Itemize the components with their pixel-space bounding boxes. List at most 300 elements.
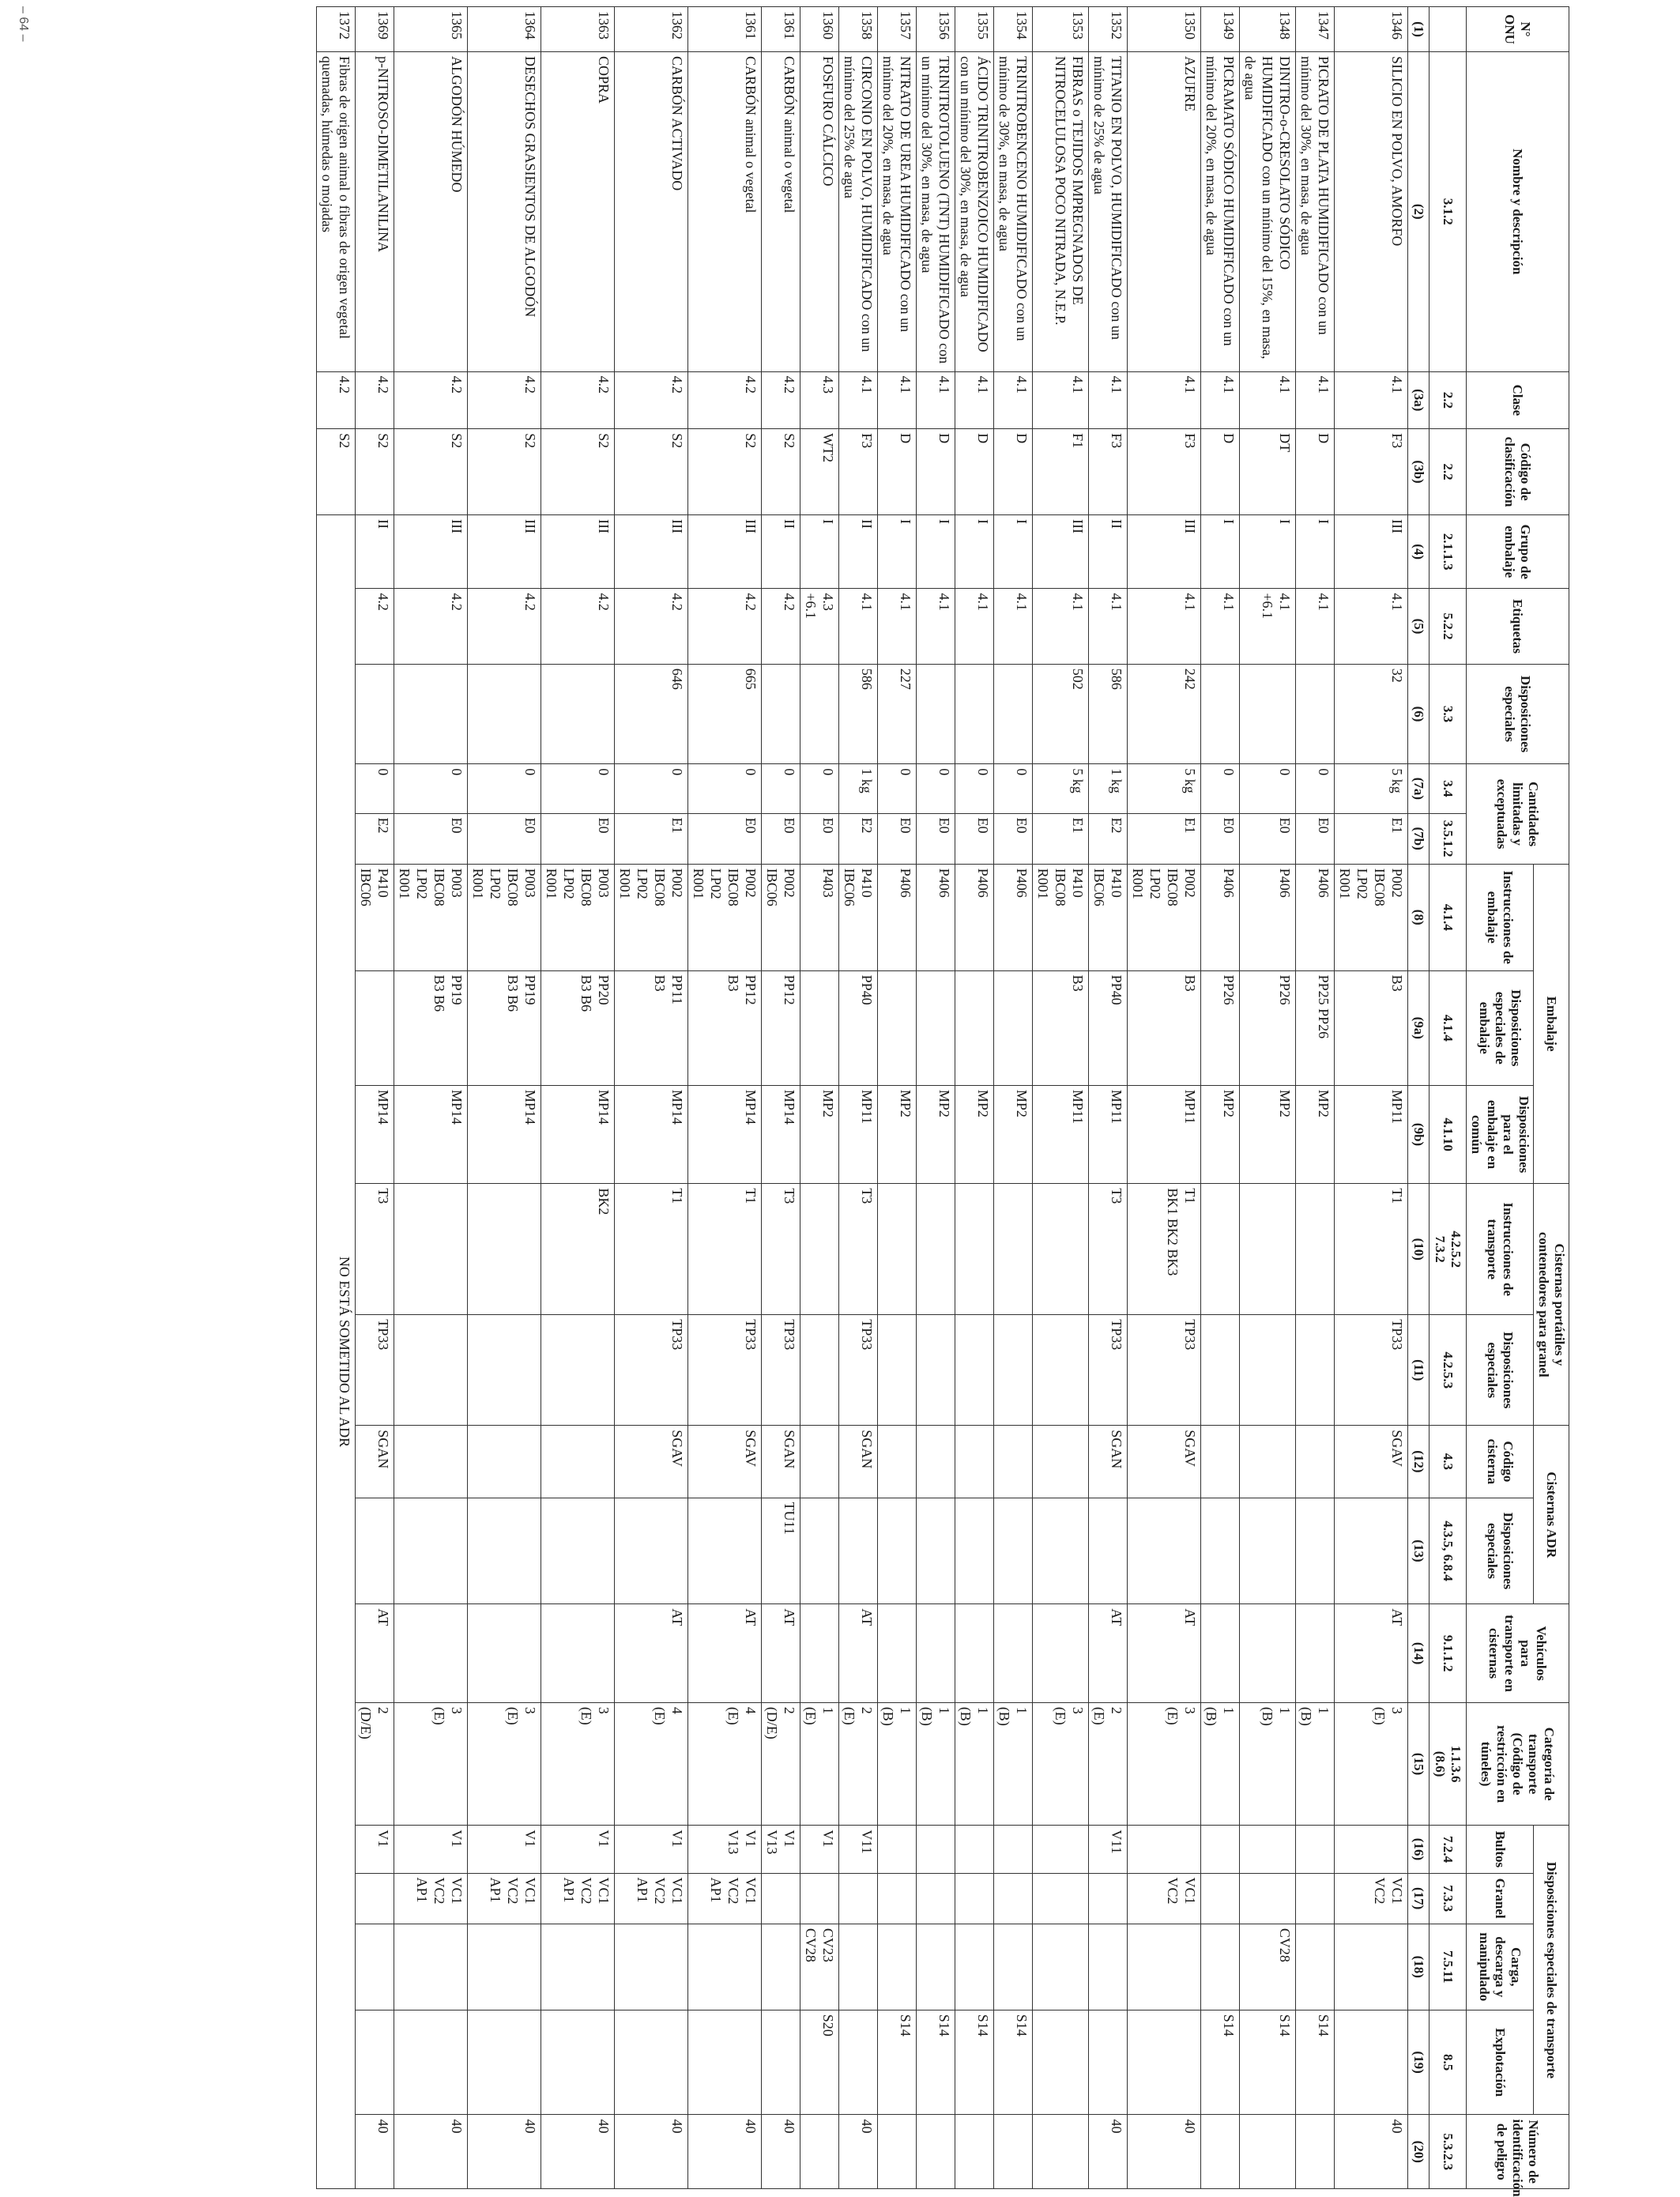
section-reference: 4.1.10 [1430,1085,1467,1183]
limited-quantity-cell: 0 [1296,764,1335,813]
column-group-header: Cisternas ADR [1534,1426,1569,1604]
portable-tank-instructions-cell [1201,1184,1240,1315]
operation-cell [1089,2010,1128,2115]
transport-category-cell: 1 (E) [800,1702,839,1826]
header-row-references [1430,7,1467,2189]
column-number: (9a) [1408,970,1430,1085]
tank-code-cell: SGAV [1128,1426,1201,1498]
tank-code-cell: SGAN [356,1426,394,1498]
classification-code-cell: D [1201,429,1240,515]
tank-vehicle-cell [1201,1604,1240,1702]
mixed-packing-provisions-cell: MP11 [1033,1085,1089,1183]
packing-instructions-cell: P406 [955,864,994,970]
substance-name-cell: SILICIO EN POLVO, AMORFO [1335,52,1408,371]
table-row [839,7,878,2189]
section-reference: 4.3.5, 6.8.4 [1430,1498,1467,1604]
column-subheader: Código cisterna [1467,1426,1534,1498]
tank-code-cell [994,1426,1033,1498]
labels-cell: 4.2 [356,589,394,664]
special-provisions-cell [800,664,839,764]
tank-provisions-cell [688,1498,762,1604]
portable-tank-instructions-cell [468,1184,541,1315]
limited-quantity-cell: 0 [468,764,541,813]
class-cell: 4.1 [1296,371,1335,429]
not-subject-note: NO ESTÁ SOMETIDO AL ADR [317,515,356,2189]
portable-tank-provisions-cell [1296,1315,1335,1426]
excepted-quantity-cell: E0 [541,813,615,864]
operation-cell [394,2010,468,2115]
carriage-bulk-cell [1296,1873,1335,1924]
class-cell: 4.1 [994,371,1033,429]
operation-cell: S14 [1240,2010,1296,2115]
column-subheader: Disposiciones especiales [1467,1315,1534,1426]
table-row [1089,7,1128,2189]
packing-instructions-cell: P406 [1296,864,1335,970]
hazard-id-number-cell: 40 [468,2115,541,2189]
limited-quantity-cell: 0 [878,764,917,813]
portable-tank-instructions-cell [955,1184,994,1315]
substance-name-cell: NITRATO DE UREA HUMIDIFICADO con un mínimo del 20%, en masa, de agua [878,52,917,371]
operation-cell: S14 [955,2010,994,2115]
loading-unloading-cell [1033,1924,1089,2010]
hazard-id-number-cell: 40 [688,2115,762,2189]
column-number: (18) [1408,1924,1430,2010]
substance-name-cell: ÁCIDO TRINITROBENZOICO HUMIDIFICADO con un mínimo del 30%, en masa, de agua [955,52,994,371]
portable-tank-instructions-cell: T3 [356,1184,394,1315]
mixed-packing-provisions-cell: MP11 [1335,1085,1408,1183]
operation-cell [468,2010,541,2115]
hazard-id-number-cell: 40 [541,2115,615,2189]
class-cell: 4.2 [468,371,541,429]
section-reference: 3.4 [1430,764,1467,813]
mixed-packing-provisions-cell: MP11 [1128,1085,1201,1183]
mixed-packing-provisions-cell: MP2 [800,1085,839,1183]
transport-category-cell: 2 (D/E) [356,1702,394,1826]
packing-group-cell: I [1240,515,1296,589]
limited-quantity-cell: 5 kg [1033,764,1089,813]
tank-vehicle-cell [878,1604,917,1702]
carriage-bulk-cell [839,1873,878,1924]
carriage-packages-cell [1240,1826,1296,1873]
carriage-bulk-cell [917,1873,955,1924]
table-row [1128,7,1201,2189]
limited-quantity-cell: 0 [394,764,468,813]
substance-name-cell: CIRCONIO EN POLVO, HUMIDIFICADO con un mínimo del 25% de agua [839,52,878,371]
packing-group-cell: II [839,515,878,589]
table-row [1033,7,1089,2189]
labels-cell: 4.1 [994,589,1033,664]
tank-code-cell: SGAN [1089,1426,1128,1498]
substance-name-cell: CARBÓN animal o vegetal [762,52,800,371]
special-packing-provisions-cell: B3 [1033,970,1089,1085]
special-provisions-cell [356,664,394,764]
packing-group-cell: III [394,515,468,589]
column-number: (8) [1408,864,1430,970]
carriage-packages-cell [917,1826,955,1873]
carriage-packages-cell [1033,1826,1089,1873]
tank-vehicle-cell [917,1604,955,1702]
portable-tank-provisions-cell: TP33 [688,1315,762,1426]
portable-tank-instructions-cell: T1 BK1 BK2 BK3 [1128,1184,1201,1315]
class-cell: 4.2 [762,371,800,429]
carriage-packages-cell: V1 [468,1826,541,1873]
hazard-id-number-cell [1296,2115,1335,2189]
labels-cell: 4.1 [1033,589,1089,664]
tank-vehicle-cell [955,1604,994,1702]
special-packing-provisions-cell [955,970,994,1085]
excepted-quantity-cell: E2 [356,813,394,864]
special-packing-provisions-cell: PP19 B3 B6 [394,970,468,1085]
operation-cell: S14 [878,2010,917,2115]
un-number-cell: 1361 [762,7,800,52]
loading-unloading-cell [1201,1924,1240,2010]
labels-cell: 4.1 [1128,589,1201,664]
operation-cell: S14 [1296,2010,1335,2115]
tank-provisions-cell [878,1498,917,1604]
portable-tank-provisions-cell: TP33 [1128,1315,1201,1426]
substance-name-cell: PICRAMATO SÓDICO HUMIDIFICADO con un mínimo del 20%, en masa, de agua [1201,52,1240,371]
hazard-id-number-cell [994,2115,1033,2189]
limited-quantity-cell: 0 [800,764,839,813]
transport-category-cell: 3 (E) [1335,1702,1408,1826]
carriage-packages-cell [1128,1826,1201,1873]
tank-vehicle-cell [1033,1604,1089,1702]
carriage-bulk-cell: VC1 VC2 AP1 [394,1873,468,1924]
tank-provisions-cell [468,1498,541,1604]
column-number: (11) [1408,1315,1430,1426]
loading-unloading-cell [762,1924,800,2010]
limited-quantity-cell: 5 kg [1335,764,1408,813]
column-group-header: Cantidades limitadas y exceptuadas [1467,764,1569,865]
transport-category-cell: 1 (B) [878,1702,917,1826]
classification-code-cell: D [994,429,1033,515]
carriage-bulk-cell: VC1 VC2 AP1 [468,1873,541,1924]
excepted-quantity-cell: E1 [1033,813,1089,864]
section-reference: 7.3.3 [1430,1873,1467,1924]
column-group-header: Etiquetas [1467,589,1569,664]
section-reference: 3.5.1.2 [1430,813,1467,864]
special-provisions-cell [994,664,1033,764]
portable-tank-instructions-cell [994,1184,1033,1315]
column-group-header: Nombre y descripción [1467,52,1569,371]
tank-provisions-cell [955,1498,994,1604]
hazard-id-number-cell [878,2115,917,2189]
excepted-quantity-cell: E0 [878,813,917,864]
column-number: (13) [1408,1498,1430,1604]
column-group-header: Embalaje [1534,864,1569,1184]
portable-tank-instructions-cell [1033,1184,1089,1315]
section-reference: 2.2 [1430,429,1467,515]
portable-tank-provisions-cell [394,1315,468,1426]
un-number-cell: 1354 [994,7,1033,52]
hazard-id-number-cell [955,2115,994,2189]
operation-cell [762,2010,800,2115]
packing-instructions-cell: P003 IBC08 LP02 R001 [541,864,615,970]
portable-tank-instructions-cell [878,1184,917,1315]
labels-cell: 4.2 [615,589,688,664]
special-packing-provisions-cell: B3 [1335,970,1408,1085]
section-reference: 2.1.1.3 [1430,515,1467,589]
class-cell: 4.1 [878,371,917,429]
portable-tank-provisions-cell [878,1315,917,1426]
tank-provisions-cell [1335,1498,1408,1604]
substance-name-cell: FIBRAS o TEJIDOS IMPREGNADOS DE NITROCELULOSA POCO NITRADA, N.E.P. [1033,52,1089,371]
tank-provisions-cell [917,1498,955,1604]
table-row-not-subject [317,7,356,2189]
table-row [615,7,688,2189]
mixed-packing-provisions-cell: MP14 [394,1085,468,1183]
section-reference: 5.3.2.3 [1430,2115,1467,2189]
mixed-packing-provisions-cell: MP14 [762,1085,800,1183]
labels-cell: 4.1 [955,589,994,664]
carriage-packages-cell: V1 [800,1826,839,1873]
column-subheader: Instrucciones de transporte [1467,1184,1534,1315]
packing-group-cell: II [762,515,800,589]
transport-category-cell: 2 (E) [839,1702,878,1826]
carriage-bulk-cell [1033,1873,1089,1924]
labels-cell: 4.2 [394,589,468,664]
column-number: (12) [1408,1426,1430,1498]
labels-cell: 4.1 +6.1 [1240,589,1296,664]
special-packing-provisions-cell: PP12 B3 [688,970,762,1085]
hazard-id-number-cell: 40 [615,2115,688,2189]
class-cell: 4.3 [800,371,839,429]
classification-code-cell: S2 [762,429,800,515]
hazard-id-number-cell: 40 [1128,2115,1201,2189]
packing-group-cell: III [541,515,615,589]
transport-category-cell: 2 (D/E) [762,1702,800,1826]
limited-quantity-cell: 1 kg [1089,764,1128,813]
operation-cell: S14 [917,2010,955,2115]
carriage-bulk-cell [1201,1873,1240,1924]
excepted-quantity-cell: E1 [1335,813,1408,864]
packing-instructions-cell: P410 IBC06 [356,864,394,970]
excepted-quantity-cell: E0 [994,813,1033,864]
un-number-cell: 1350 [1128,7,1201,52]
carriage-packages-cell: V1 [356,1826,394,1873]
un-number-cell: 1363 [541,7,615,52]
table-header [1408,7,1569,2197]
transport-category-cell: 3 (E) [1033,1702,1089,1826]
column-group-header: Clase [1467,371,1569,429]
section-reference: 4.2.5.2 7.3.2 [1430,1184,1467,1315]
carriage-bulk-cell [955,1873,994,1924]
special-packing-provisions-cell: PP20 B3 B6 [541,970,615,1085]
operation-cell: S14 [1201,2010,1240,2115]
class-cell: 4.1 [839,371,878,429]
packing-group-cell: I [1201,515,1240,589]
tank-vehicle-cell [800,1604,839,1702]
tank-vehicle-cell: AT [762,1604,800,1702]
un-number-cell: 1358 [839,7,878,52]
column-number: (6) [1408,664,1430,764]
section-reference: 4.1.4 [1430,864,1467,970]
packing-instructions-cell: P003 IBC08 LP02 R001 [394,864,468,970]
transport-category-cell: 1 (B) [1201,1702,1240,1826]
packing-group-cell: I [955,515,994,589]
column-group-header: Cisternas portátiles y contenedores para granel [1534,1184,1569,1426]
excepted-quantity-cell: E0 [955,813,994,864]
operation-cell [356,2010,394,2115]
mixed-packing-provisions-cell: MP2 [1296,1085,1335,1183]
operation-cell [541,2010,615,2115]
special-provisions-cell [1240,664,1296,764]
operation-cell: S20 [800,2010,839,2115]
classification-code-cell: F3 [1089,429,1128,515]
portable-tank-instructions-cell: T3 [1089,1184,1128,1315]
substance-name-cell: FOSFURO CÁLCICO [800,52,839,371]
portable-tank-instructions-cell [394,1184,468,1315]
labels-cell: 4.2 [468,589,541,664]
carriage-packages-cell: V1 V13 [762,1826,800,1873]
mixed-packing-provisions-cell: MP2 [994,1085,1033,1183]
loading-unloading-cell: CV23 CV28 [800,1924,839,2010]
class-cell: 4.2 [615,371,688,429]
hazard-id-number-cell: 40 [1089,2115,1128,2189]
mixed-packing-provisions-cell: MP11 [839,1085,878,1183]
substance-name-cell: p-NITROSO-DIMETILANILINA [356,52,394,371]
special-packing-provisions-cell: PP19 B3 B6 [468,970,541,1085]
tank-code-cell [878,1426,917,1498]
column-number: (5) [1408,589,1430,664]
hazard-id-number-cell [917,2115,955,2189]
substance-name-cell: CARBÓN ACTIVADO [615,52,688,371]
portable-tank-instructions-cell [800,1184,839,1315]
column-number: (3b) [1408,429,1430,515]
carriage-packages-cell: V1 [615,1826,688,1873]
tank-code-cell [955,1426,994,1498]
portable-tank-provisions-cell [468,1315,541,1426]
substance-name-cell: TRINITROBENCENO HUMIDIFICADO con un mínimo de 30%, en masa, de agua [994,52,1033,371]
column-subheader: Carga, descarga y manipulado [1467,1924,1534,2010]
table-row [688,7,762,2189]
un-number-cell: 1365 [394,7,468,52]
column-number: (10) [1408,1184,1430,1315]
carriage-bulk-cell: VC1 VC2 [1335,1873,1408,1924]
labels-cell: 4.2 [541,589,615,664]
carriage-bulk-cell [800,1873,839,1924]
table-row [1201,7,1240,2189]
column-subheader: Explotación [1467,2010,1534,2115]
tank-vehicle-cell [394,1604,468,1702]
tank-vehicle-cell [994,1604,1033,1702]
special-packing-provisions-cell: PP40 [839,970,878,1085]
special-packing-provisions-cell [356,970,394,1085]
tank-code-cell [1201,1426,1240,1498]
table-row [800,7,839,2189]
tank-code-cell [1033,1426,1089,1498]
column-number: (7b) [1408,813,1430,864]
carriage-packages-cell: V1 [394,1826,468,1873]
carriage-bulk-cell [1089,1873,1128,1924]
column-number: (17) [1408,1873,1430,1924]
tank-provisions-cell [1128,1498,1201,1604]
limited-quantity-cell: 0 [688,764,762,813]
portable-tank-provisions-cell [917,1315,955,1426]
mixed-packing-provisions-cell: MP2 [1240,1085,1296,1183]
tank-provisions-cell: TU11 [762,1498,800,1604]
table-row [917,7,955,2189]
class-cell: 4.1 [1240,371,1296,429]
packing-instructions-cell: P406 [1201,864,1240,970]
classification-code-cell: F3 [1335,429,1408,515]
class-cell: 4.1 [1335,371,1408,429]
excepted-quantity-cell: E0 [1296,813,1335,864]
tank-vehicle-cell: AT [1335,1604,1408,1702]
tank-provisions-cell [1089,1498,1128,1604]
excepted-quantity-cell: E1 [1128,813,1201,864]
limited-quantity-cell: 0 [541,764,615,813]
packing-instructions-cell: P002 IBC06 [762,864,800,970]
section-reference [1430,7,1467,52]
portable-tank-provisions-cell [800,1315,839,1426]
packing-instructions-cell: P406 [994,864,1033,970]
loading-unloading-cell [688,1924,762,2010]
packing-group-cell: II [356,515,394,589]
tank-code-cell [394,1426,468,1498]
loading-unloading-cell [394,1924,468,2010]
portable-tank-instructions-cell: BK2 [541,1184,615,1315]
tank-provisions-cell [394,1498,468,1604]
carriage-bulk-cell [1240,1873,1296,1924]
un-number-cell: 1372 [317,7,356,52]
substance-name-cell: CARBÓN animal o vegetal [688,52,762,371]
column-number: (16) [1408,1826,1430,1873]
tank-vehicle-cell: AT [1089,1604,1128,1702]
hazard-id-number-cell [1033,2115,1089,2189]
excepted-quantity-cell: E2 [839,813,878,864]
operation-cell [1033,2010,1089,2115]
classification-code-cell: S2 [394,429,468,515]
loading-unloading-cell [615,1924,688,2010]
limited-quantity-cell: 1 kg [839,764,878,813]
labels-cell: 4.2 [688,589,762,664]
column-subheader: Granel [1467,1873,1534,1924]
excepted-quantity-cell: E1 [615,813,688,864]
portable-tank-provisions-cell [541,1315,615,1426]
mixed-packing-provisions-cell: MP2 [878,1085,917,1183]
column-number: (3a) [1408,371,1430,429]
portable-tank-provisions-cell [1240,1315,1296,1426]
excepted-quantity-cell: E0 [1201,813,1240,864]
tank-vehicle-cell: AT [839,1604,878,1702]
header-row-column-numbers [1408,7,1430,2189]
labels-cell: 4.1 [1335,589,1408,664]
column-number: (1) [1408,7,1430,52]
class-cell: 4.1 [955,371,994,429]
header-row-groups [1534,7,1569,2189]
tank-provisions-cell [1201,1498,1240,1604]
section-reference: 2.2 [1430,371,1467,429]
tank-code-cell [541,1426,615,1498]
section-reference: 4.1.4 [1430,970,1467,1085]
table-row [878,7,917,2189]
column-number: (19) [1408,2010,1430,2115]
portable-tank-instructions-cell [1240,1184,1296,1315]
un-number-cell: 1356 [917,7,955,52]
excepted-quantity-cell: E0 [468,813,541,864]
packing-group-cell: III [1335,515,1408,589]
tank-vehicle-cell: AT [1128,1604,1201,1702]
tank-code-cell [1240,1426,1296,1498]
packing-group-cell: I [878,515,917,589]
packing-group-cell: III [468,515,541,589]
tank-provisions-cell [1033,1498,1089,1604]
mixed-packing-provisions-cell: MP11 [1089,1085,1128,1183]
carriage-bulk-cell [356,1873,394,1924]
tank-vehicle-cell: AT [615,1604,688,1702]
tank-provisions-cell [994,1498,1033,1604]
